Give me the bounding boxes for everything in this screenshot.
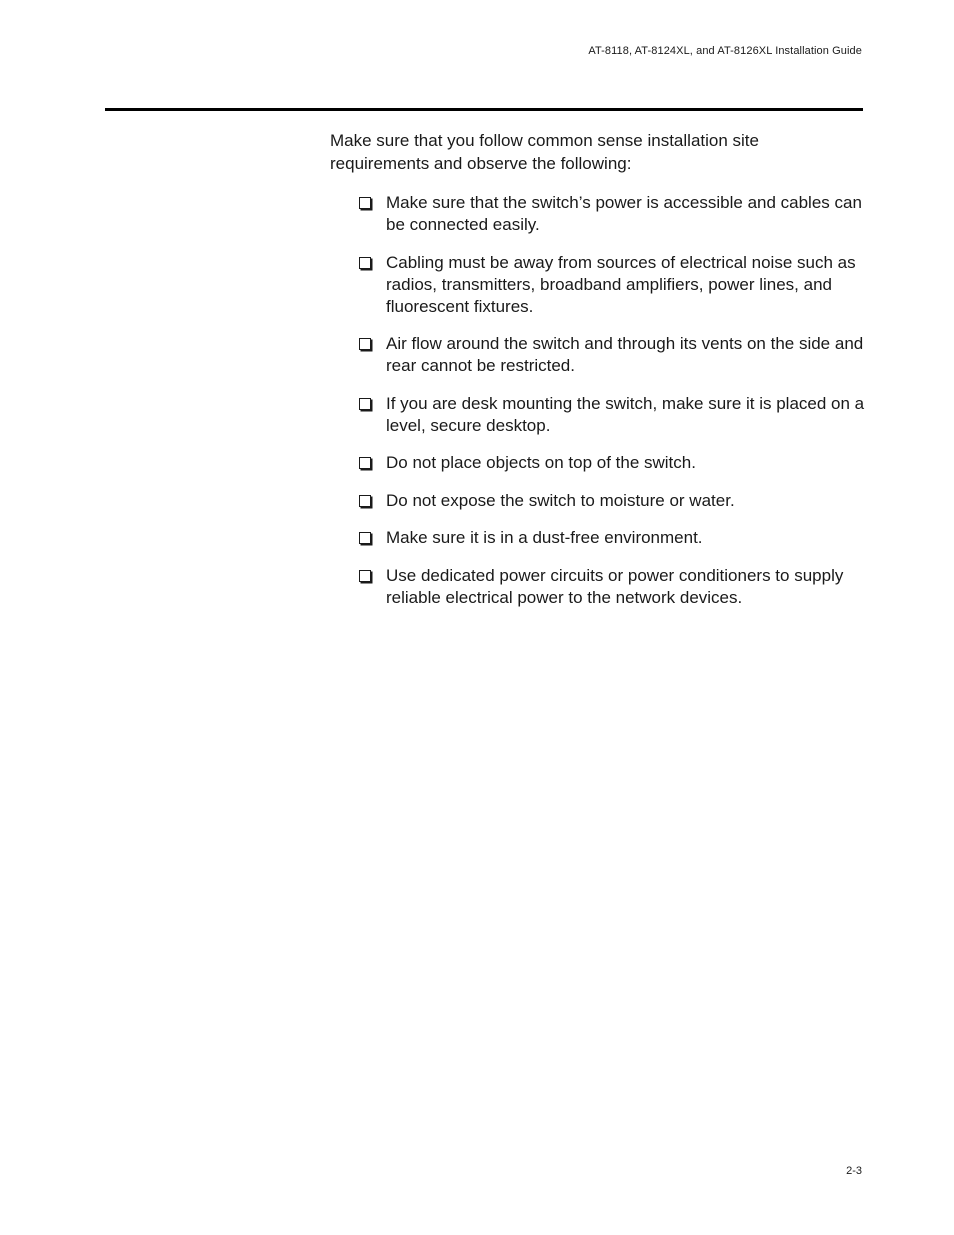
checkbox-icon: [359, 398, 371, 410]
checkbox-icon: [359, 570, 371, 582]
checkbox-icon: [359, 257, 371, 269]
header-rule: [105, 108, 863, 111]
checkbox-icon: [359, 457, 371, 469]
intro-paragraph: Make sure that you follow common sense installation site requirements and observe the following:: [330, 131, 759, 173]
list-item-text: Use dedicated power circuits or power conditioners to supply reliable electrical power to the network devices.: [386, 565, 844, 607]
list-item-text: Cabling must be away from sources of electrical noise such as radios, transmitters, broadband amplifiers, power lines, and fluorescent fixtures.: [386, 252, 856, 316]
checkbox-icon: [359, 197, 371, 209]
checkbox-icon: [359, 338, 371, 350]
page-number: 2-3: [846, 1165, 862, 1177]
list-item-text: Make sure it is in a dust-free environment.: [386, 528, 703, 547]
list-item-text: Make sure that the switch’s power is accessible and cables can be connected easily.: [386, 193, 862, 234]
list-item: [358, 565, 868, 609]
list-item: [358, 252, 868, 318]
running-header: AT-8118, AT-8124XL, and AT-8126XL Installation Guide: [588, 45, 862, 57]
checkbox-icon: [359, 495, 371, 507]
list-item: [358, 527, 868, 549]
list-item: [358, 192, 868, 236]
list-item: [358, 333, 868, 377]
list-item-text: Do not expose the switch to moisture or water.: [386, 490, 735, 510]
checkbox-icon: [359, 532, 371, 544]
list-item-text: If you are desk mounting the switch, make sure it is placed on a level, secure desktop.: [386, 393, 865, 435]
list-item: [358, 452, 868, 474]
list-item: [358, 490, 868, 512]
requirements-list: [358, 192, 868, 624]
list-item-text: Air flow around the switch and through its vents on the side and rear cannot be restricted.: [386, 334, 864, 375]
list-item-text: Do not place objects on top of the switch.: [386, 453, 696, 472]
list-item: [358, 393, 868, 437]
